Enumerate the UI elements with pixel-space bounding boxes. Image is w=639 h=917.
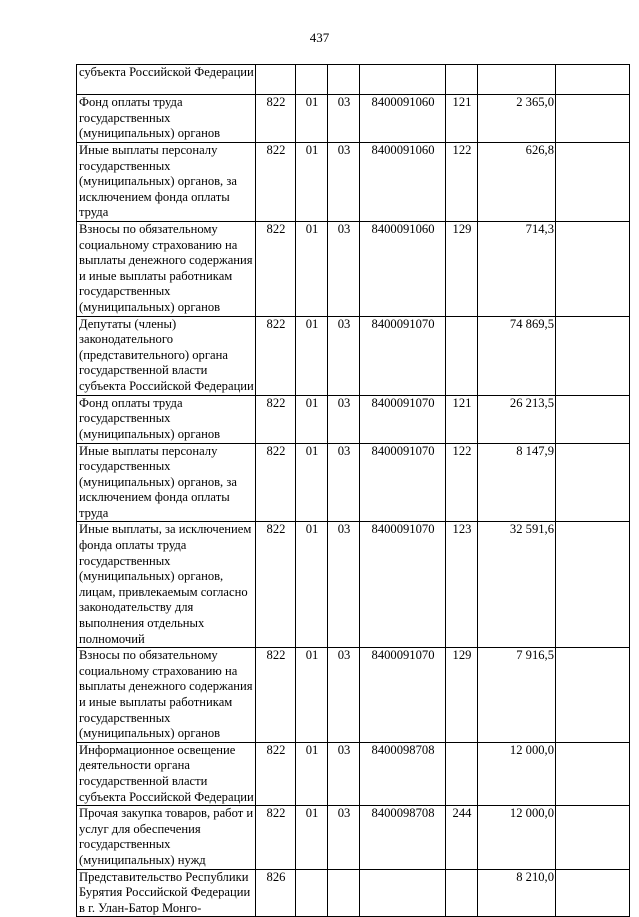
section-cell: 01	[296, 742, 328, 805]
subsection-cell	[328, 869, 360, 917]
subsection-cell: 03	[328, 443, 360, 522]
sum-cell: 714,3	[478, 221, 556, 316]
section-cell	[296, 869, 328, 917]
ministry-code-cell: 822	[256, 395, 296, 443]
target-article-cell: 8400098708	[360, 806, 446, 869]
table-row	[77, 443, 630, 522]
expense-type-cell: 122	[446, 443, 478, 522]
ministry-code-cell: 822	[256, 316, 296, 395]
expense-type-cell	[446, 316, 478, 395]
ministry-code-cell: 822	[256, 95, 296, 143]
section-cell: 01	[296, 806, 328, 869]
table-row	[77, 143, 630, 222]
expense-type-cell	[446, 65, 478, 95]
section-cell: 01	[296, 395, 328, 443]
sum-cell: 2 365,0	[478, 95, 556, 143]
empty-cell	[556, 221, 630, 316]
table-body	[77, 65, 630, 917]
table-row	[77, 806, 630, 869]
expense-type-cell: 129	[446, 648, 478, 743]
item-name-cell: Представительство Республики Бурятия Российской Федерации в г. Улан-Батор Монго-	[77, 869, 256, 917]
expense-type-cell: 121	[446, 395, 478, 443]
empty-cell	[556, 65, 630, 95]
sum-cell: 74 869,5	[478, 316, 556, 395]
expense-type-cell	[446, 742, 478, 805]
empty-cell	[556, 443, 630, 522]
item-name-cell: Взносы по обязательному социальному страхованию на выплаты денежного содержания и иные выплаты работникам государственных (муниципальных) органов	[77, 648, 256, 743]
ministry-code-cell: 822	[256, 143, 296, 222]
table-row	[77, 65, 630, 95]
empty-cell	[556, 742, 630, 805]
item-name-cell: Взносы по обязательному социальному страхованию на выплаты денежного содержания и иные выплаты работникам государственных (муниципальных) органов	[77, 221, 256, 316]
subsection-cell: 03	[328, 806, 360, 869]
empty-cell	[556, 143, 630, 222]
section-cell: 01	[296, 522, 328, 648]
empty-cell	[556, 395, 630, 443]
item-name-cell: Иные выплаты, за исключением фонда оплаты труда государственных (муниципальных) органов, лицам, привлекаемым согласно законодательству для выполнения отдельных полномочий	[77, 522, 256, 648]
ministry-code-cell: 822	[256, 806, 296, 869]
sum-cell: 8 147,9	[478, 443, 556, 522]
target-article-cell	[360, 65, 446, 95]
subsection-cell: 03	[328, 143, 360, 222]
sum-cell: 626,8	[478, 143, 556, 222]
item-name-cell: Депутаты (члены) законодательного (представительного) органа государственной власти субъекта Российской Федерации	[77, 316, 256, 395]
table-row	[77, 316, 630, 395]
target-article-cell: 8400098708	[360, 742, 446, 805]
sum-cell: 7 916,5	[478, 648, 556, 743]
empty-cell	[556, 95, 630, 143]
section-cell: 01	[296, 143, 328, 222]
item-name-cell: Иные выплаты персоналу государственных (муниципальных) органов, за исключением фонда оплаты труда	[77, 443, 256, 522]
subsection-cell: 03	[328, 221, 360, 316]
item-name-cell: Иные выплаты персоналу государственных (муниципальных) органов, за исключением фонда оплаты труда	[77, 143, 256, 222]
table-row	[77, 95, 630, 143]
ministry-code-cell: 822	[256, 221, 296, 316]
item-name-cell: Прочая закупка товаров, работ и услуг для обеспечения государственных (муниципальных) нужд	[77, 806, 256, 869]
empty-cell	[556, 522, 630, 648]
table-row	[77, 395, 630, 443]
target-article-cell: 8400091070	[360, 316, 446, 395]
section-cell	[296, 65, 328, 95]
sum-cell	[478, 65, 556, 95]
budget-table	[76, 64, 630, 917]
sum-cell: 26 213,5	[478, 395, 556, 443]
expense-type-cell: 244	[446, 806, 478, 869]
subsection-cell: 03	[328, 522, 360, 648]
expense-type-cell: 129	[446, 221, 478, 316]
expense-type-cell	[446, 869, 478, 917]
sum-cell: 32 591,6	[478, 522, 556, 648]
table-row	[77, 522, 630, 648]
page-number: 437	[309, 30, 330, 45]
item-name-cell: Фонд оплаты труда государственных (муниципальных) органов	[77, 395, 256, 443]
empty-cell	[556, 648, 630, 743]
section-cell: 01	[296, 221, 328, 316]
sum-cell: 12 000,0	[478, 806, 556, 869]
table-row	[77, 221, 630, 316]
empty-cell	[556, 316, 630, 395]
target-article-cell: 8400091060	[360, 95, 446, 143]
section-cell: 01	[296, 443, 328, 522]
section-cell: 01	[296, 95, 328, 143]
target-article-cell: 8400091070	[360, 395, 446, 443]
table-row	[77, 648, 630, 743]
subsection-cell: 03	[328, 742, 360, 805]
section-cell: 01	[296, 316, 328, 395]
expense-type-cell: 122	[446, 143, 478, 222]
ministry-code-cell: 822	[256, 443, 296, 522]
empty-cell	[556, 869, 630, 917]
target-article-cell	[360, 869, 446, 917]
subsection-cell: 03	[328, 395, 360, 443]
target-article-cell: 8400091060	[360, 221, 446, 316]
subsection-cell: 03	[328, 316, 360, 395]
target-article-cell: 8400091070	[360, 443, 446, 522]
ministry-code-cell	[256, 65, 296, 95]
expense-type-cell: 123	[446, 522, 478, 648]
item-name-cell: Фонд оплаты труда государственных (муниципальных) органов	[77, 95, 256, 143]
subsection-cell: 03	[328, 648, 360, 743]
sum-cell: 12 000,0	[478, 742, 556, 805]
ministry-code-cell: 822	[256, 648, 296, 743]
expense-type-cell: 121	[446, 95, 478, 143]
subsection-cell: 03	[328, 95, 360, 143]
target-article-cell: 8400091070	[360, 522, 446, 648]
target-article-cell: 8400091060	[360, 143, 446, 222]
item-name-cell: Информационное освещение деятельности органа государственной власти субъекта Российской Федерации	[77, 742, 256, 805]
table-row	[77, 742, 630, 805]
table-row	[77, 869, 630, 917]
ministry-code-cell: 822	[256, 742, 296, 805]
target-article-cell: 8400091070	[360, 648, 446, 743]
empty-cell	[556, 806, 630, 869]
section-cell: 01	[296, 648, 328, 743]
subsection-cell	[328, 65, 360, 95]
sum-cell: 8 210,0	[478, 869, 556, 917]
ministry-code-cell: 822	[256, 522, 296, 648]
ministry-code-cell: 826	[256, 869, 296, 917]
item-name-cell: субъекта Российской Федерации	[77, 65, 256, 95]
